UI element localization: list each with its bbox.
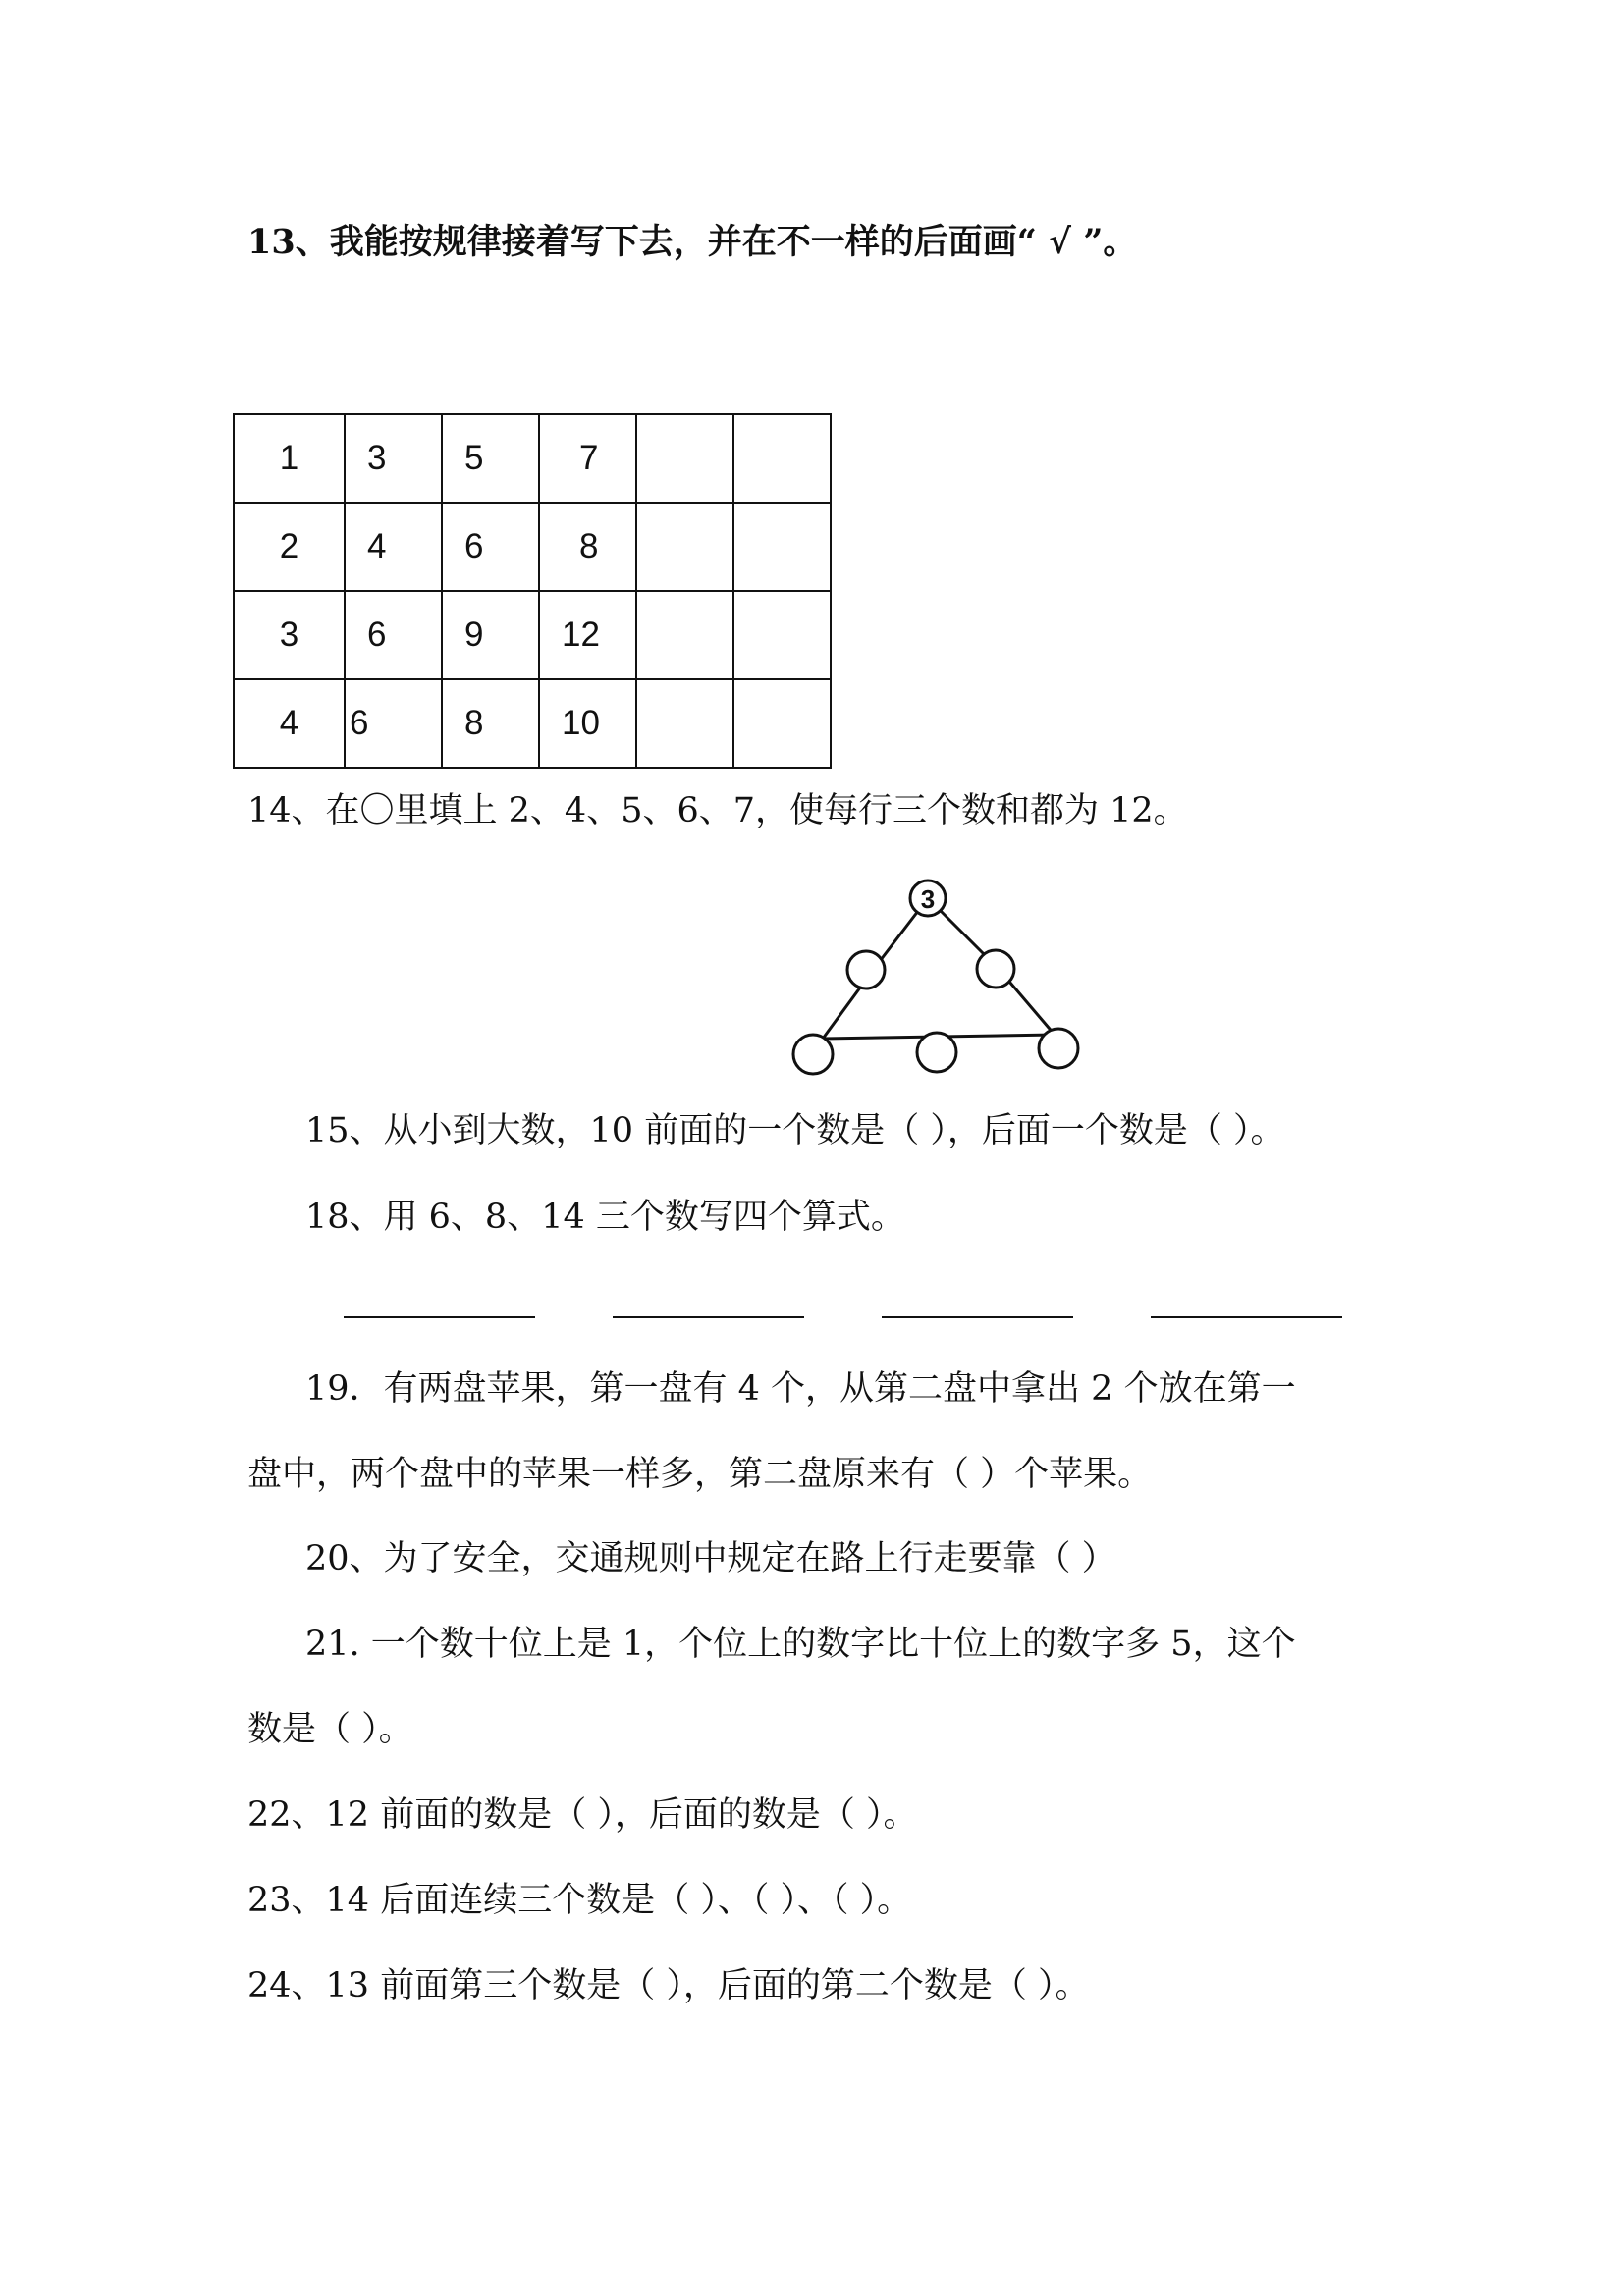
grid-cell: 4 (234, 679, 345, 768)
number-pattern-grid (233, 413, 832, 769)
grid-row (234, 679, 831, 768)
grid-cell: 3 (345, 414, 442, 503)
question-19-line-1: 19．有两盘苹果，第一盘有 4 个，从第二盘中拿出 2 个放在第一 (305, 1369, 1296, 1409)
grid-cell-empty[interactable] (636, 591, 733, 679)
grid-cell-empty[interactable] (733, 591, 831, 679)
blank-circle[interactable] (1039, 1029, 1078, 1068)
grid-cell-empty[interactable] (636, 503, 733, 591)
grid-row (234, 503, 831, 591)
question-21-line-1: 21. 一个数十位上是 1，个位上的数字比十位上的数字多 5，这个 (305, 1625, 1296, 1664)
question-14: 14、在〇里填上 2、4、5、6、7，使每行三个数和都为 12。 (247, 791, 1188, 830)
grid-cell-empty[interactable] (733, 414, 831, 503)
question-24: 24、13 前面第三个数是（ ），后面的第二个数是（ ）。 (247, 1966, 1090, 2005)
question-23: 23、14 后面连续三个数是（ ）、（ ）、（ ）。 (247, 1881, 912, 1920)
blank-circle[interactable] (917, 1033, 956, 1072)
question-19-line-2: 盘中，两个盘中的苹果一样多，第二盘原来有（ ）个苹果。 (247, 1455, 1153, 1494)
question-22: 22、12 前面的数是（ ），后面的数是（ ）。 (247, 1795, 918, 1835)
top-circle-value: 3 (920, 884, 936, 914)
question-13: 13、我能按规律接着写下去，并在不一样的后面画“ √ ”。 (247, 222, 1138, 262)
grid-row (234, 591, 831, 679)
question-18: 18、用 6、8、14 三个数写四个算式。 (305, 1198, 905, 1237)
grid-cell: 6 (442, 503, 539, 591)
grid-cell: 3 (234, 591, 345, 679)
answer-line[interactable] (882, 1316, 1073, 1318)
grid-cell: 5 (442, 414, 539, 503)
answer-line[interactable] (344, 1316, 535, 1318)
grid-cell-empty[interactable] (636, 414, 733, 503)
grid-cell-empty[interactable] (636, 679, 733, 768)
grid-cell: 8 (539, 503, 636, 591)
grid-row (234, 414, 831, 503)
answer-line[interactable] (1151, 1316, 1342, 1318)
grid-cell: 7 (539, 414, 636, 503)
grid-cell: 4 (345, 503, 442, 591)
number-triangle-diagram (776, 869, 1100, 1085)
grid-cell: 8 (442, 679, 539, 768)
grid-cell: 1 (234, 414, 345, 503)
question-20: 20、为了安全，交通规则中规定在路上行走要靠（ ） (305, 1539, 1116, 1578)
answer-line[interactable] (613, 1316, 804, 1318)
grid-cell: 6 (345, 679, 442, 768)
grid-cell: 10 (539, 679, 636, 768)
question-15: 15、从小到大数，10 前面的一个数是（ ），后面一个数是（ ）。 (305, 1111, 1285, 1150)
blank-circle[interactable] (793, 1035, 833, 1074)
grid-cell: 6 (345, 591, 442, 679)
grid-cell: 2 (234, 503, 345, 591)
grid-cell-empty[interactable] (733, 679, 831, 768)
blank-circle[interactable] (977, 950, 1014, 988)
grid-cell: 12 (539, 591, 636, 679)
blank-circle[interactable] (847, 951, 885, 988)
grid-cell-empty[interactable] (733, 503, 831, 591)
grid-cell: 9 (442, 591, 539, 679)
question-21-line-2: 数是（ ）。 (247, 1710, 413, 1749)
